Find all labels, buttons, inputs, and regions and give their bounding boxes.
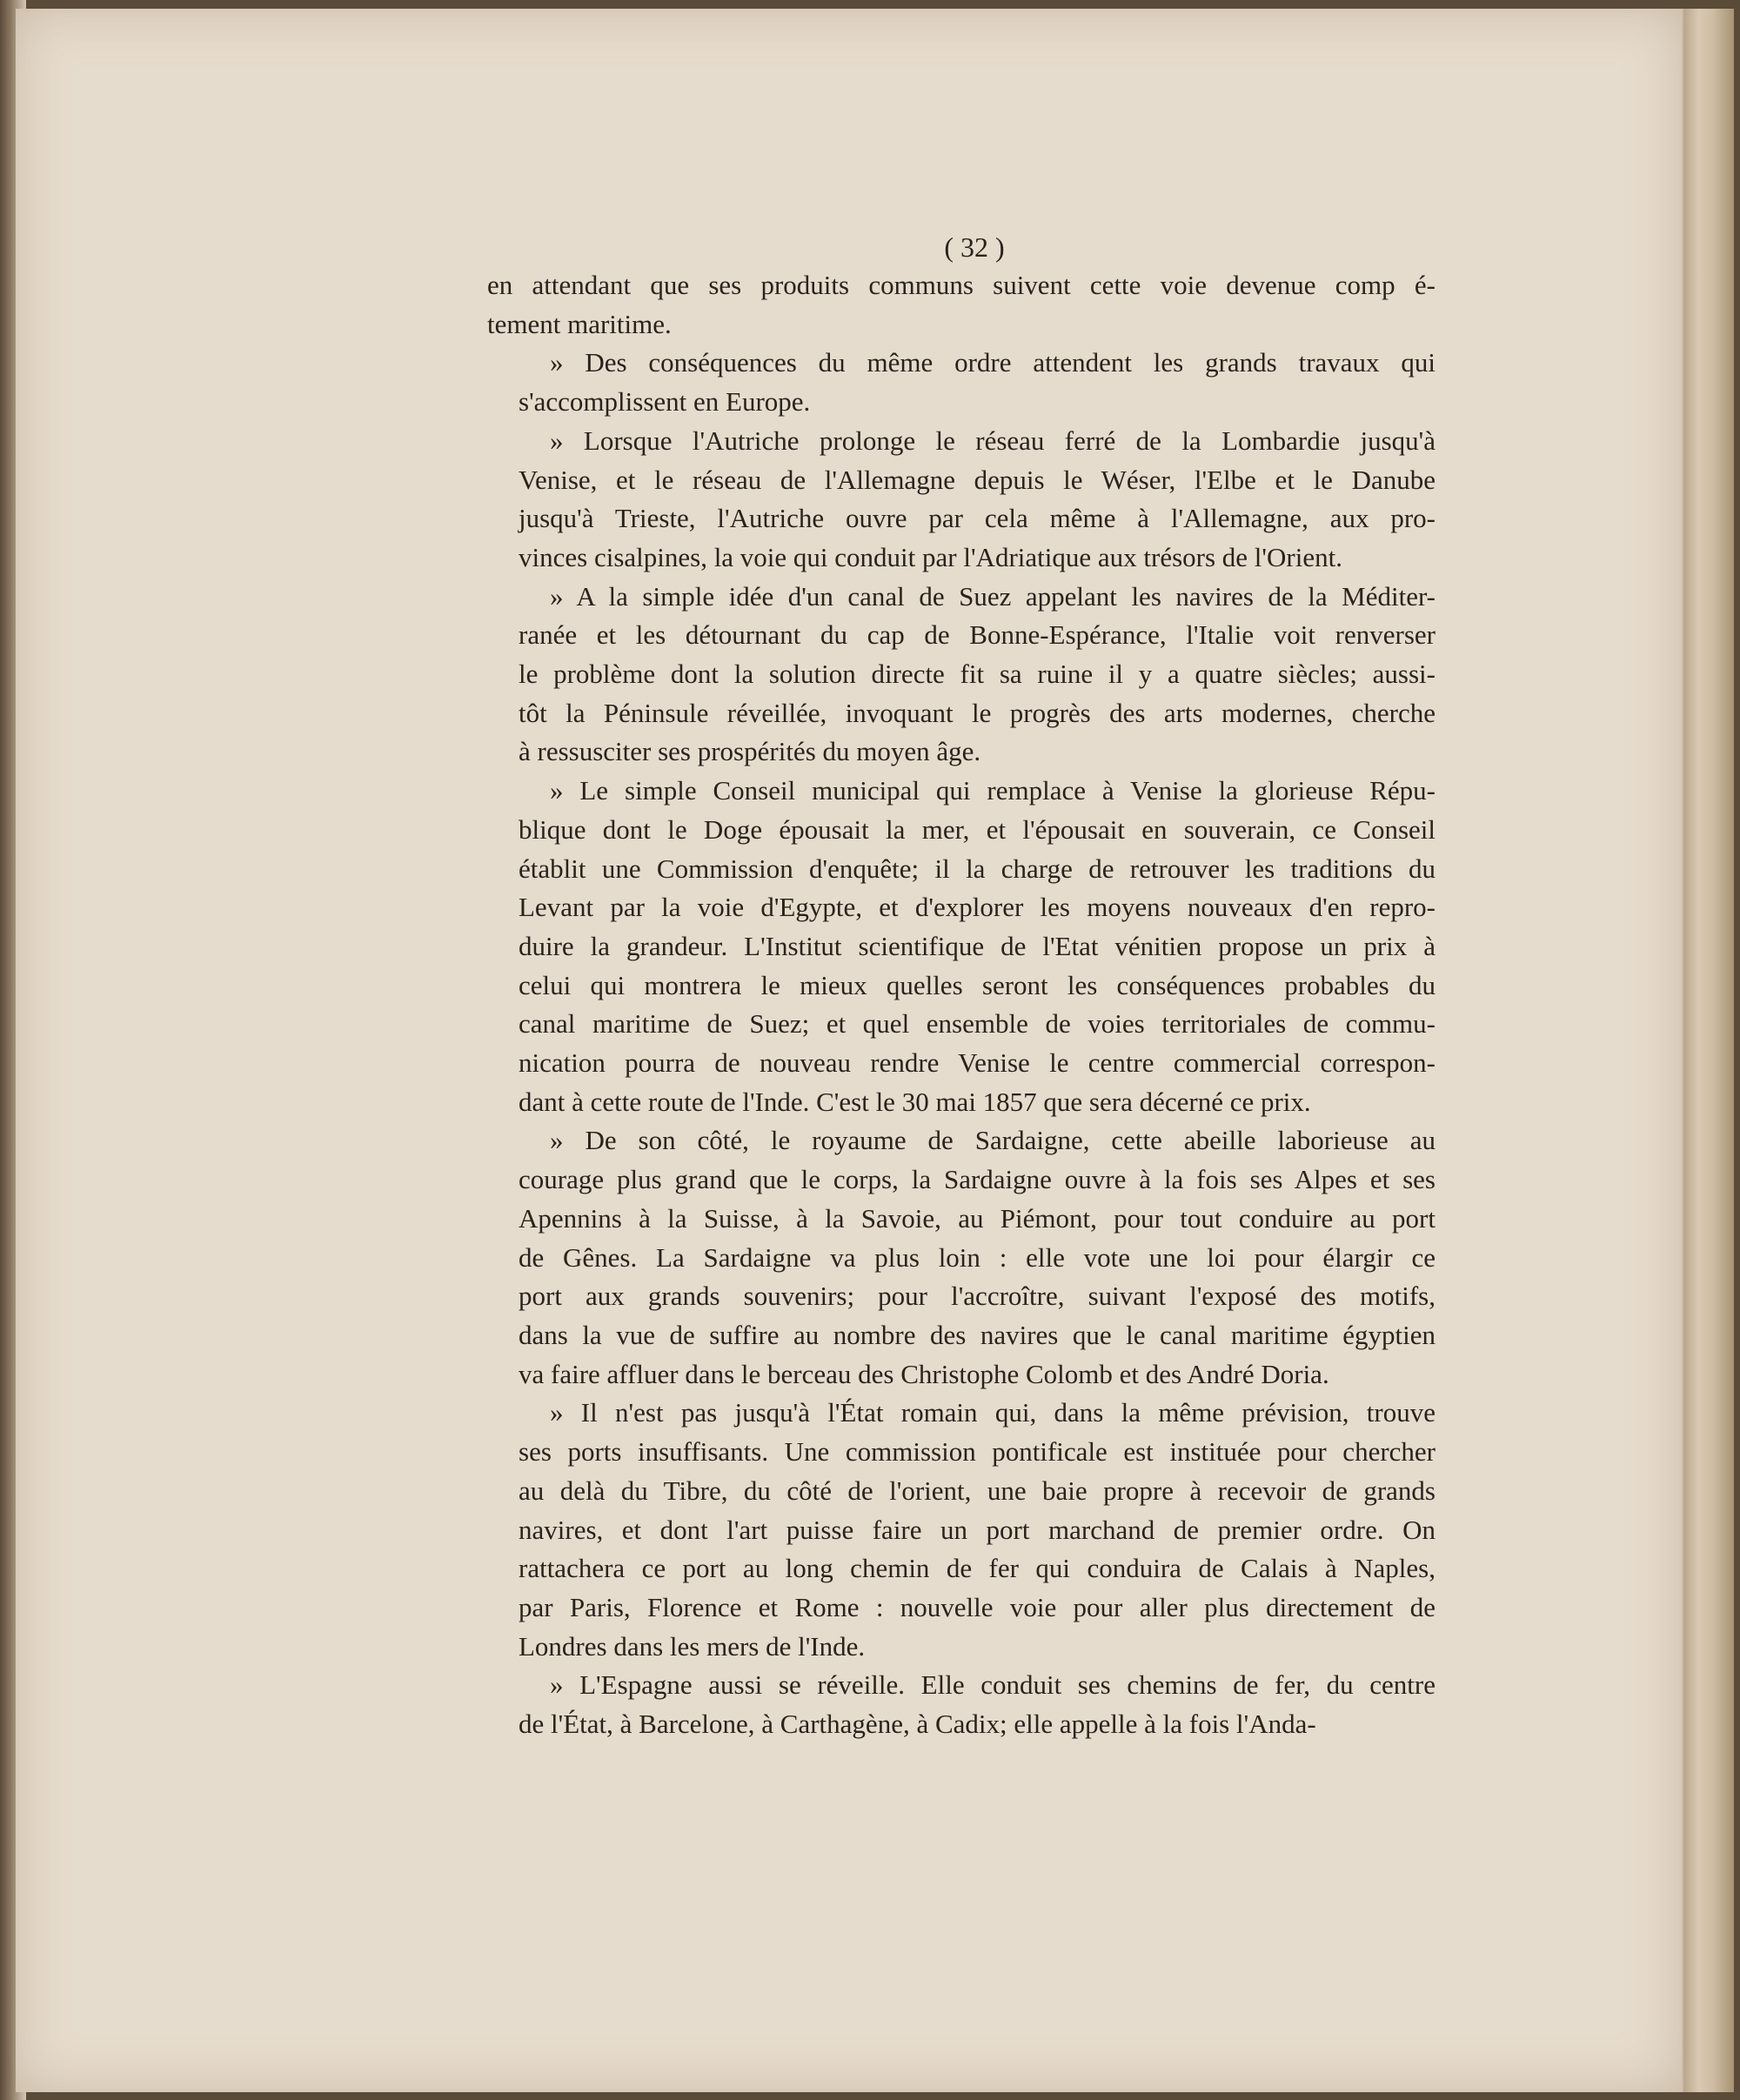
page-stack-edge bbox=[1683, 9, 1734, 2092]
text-line: jusqu'à Trieste, l'Autriche ouvre par cela même à l'Allemagne, aux pro- bbox=[519, 503, 1436, 534]
text-line: en attendant que ses produits communs suivent cette voie devenue comp é- bbox=[487, 270, 1436, 300]
text-line: » Des conséquences du même ordre attendent les grands travaux qui bbox=[550, 347, 1436, 378]
paragraph bbox=[487, 344, 1436, 421]
text-line: tôt la Péninsule réveillée, invoquant le progrès des arts modernes, cherche bbox=[519, 697, 1436, 728]
text-line: courage plus grand que le corps, la Sardaigne ouvre à la fois ses Alpes et ses bbox=[519, 1164, 1436, 1195]
text-line: par Paris, Florence et Rome : nouvelle voie pour aller plus directement de bbox=[519, 1591, 1436, 1622]
paragraph bbox=[487, 578, 1436, 772]
text-line: de Gênes. La Sardaigne va plus loin : elle vote une loi pour élargir ce bbox=[519, 1241, 1436, 1273]
text-line: duire la grandeur. L'Institut scientifique de l'Etat vénitien propose un prix à bbox=[519, 930, 1436, 961]
body-text bbox=[487, 228, 1436, 1744]
text-line: Apennins à la Suisse, à la Savoie, au Piémont, pour tout conduire au port bbox=[519, 1202, 1436, 1234]
paragraph bbox=[487, 1394, 1436, 1666]
text-line: » De son côté, le royaume de Sardaigne, cette abeille laborieuse au bbox=[550, 1125, 1436, 1156]
text-line: vinces cisalpines, la voie qui conduit par l'Adriatique aux trésors de l'Orient. bbox=[519, 541, 1342, 572]
page-number: ( 32 ) bbox=[944, 231, 1005, 263]
text-line: nication pourra de nouveau rendre Venise le centre commercial correspon- bbox=[519, 1047, 1436, 1079]
text-line: le problème dont la solution directe fit sa ruine il y a quatre siècles; aussi- bbox=[519, 659, 1436, 690]
text-line: » Il n'est pas jusqu'à l'État romain qui, dans la même prévision, trouve bbox=[550, 1397, 1436, 1428]
text-line: au delà du Tibre, du côté de l'orient, une baie propre à recevoir de grands bbox=[519, 1475, 1436, 1506]
text-line: de l'État, à Barcelone, à Carthagène, à Cadix; elle appelle à la fois l'Anda- bbox=[519, 1709, 1316, 1740]
text-line: » Le simple Conseil municipal qui remplace à Venise la glorieuse Répu- bbox=[550, 775, 1436, 806]
text-line: va faire affluer dans le berceau des Christophe Colomb et des André Doria. bbox=[519, 1358, 1329, 1389]
text-line: » Lorsque l'Autriche prolonge le réseau ferré de la Lombardie jusqu'à bbox=[550, 425, 1436, 456]
text-line: à ressusciter ses prospérités du moyen âge. bbox=[519, 736, 981, 767]
text-line: Londres dans les mers de l'Inde. bbox=[519, 1630, 866, 1662]
text-line: tement maritime. bbox=[487, 308, 672, 339]
text-line: canal maritime de Suez; et quel ensemble de voies territoriales de commu- bbox=[519, 1008, 1436, 1040]
text-line: dant à cette route de l'Inde. C'est le 30 mai 1857 que sera décerné ce prix. bbox=[519, 1086, 1311, 1117]
text-line: Levant par la voie d'Egypte, et d'explorer les moyens nouveaux d'en repro- bbox=[519, 892, 1436, 923]
text-line: établit une Commission d'enquête; il la charge de retrouver les traditions du bbox=[519, 853, 1436, 884]
paragraph bbox=[487, 1121, 1436, 1394]
paragraph bbox=[487, 772, 1436, 1121]
text-line: ses ports insuffisants. Une commission pontificale est instituée pour chercher bbox=[519, 1436, 1436, 1468]
text-line: navires, et dont l'art puisse faire un port marchand de premier ordre. On bbox=[519, 1514, 1436, 1545]
text-line: port aux grands souvenirs; pour l'accroître, suivant l'exposé des motifs, bbox=[519, 1281, 1436, 1312]
paragraphs bbox=[487, 266, 1436, 1744]
text-line: s'accomplissent en Europe. bbox=[519, 386, 811, 418]
text-line: » A la simple idée d'un canal de Suez appelant les navires de la Méditer- bbox=[550, 580, 1436, 612]
text-line: ranée et les détournant du cap de Bonne-Espérance, l'Italie voit renverser bbox=[519, 619, 1436, 651]
text-line: » L'Espagne aussi se réveille. Elle conduit ses chemins de fer, du centre bbox=[550, 1669, 1436, 1701]
text-line: Venise, et le réseau de l'Allemagne depuis le Wéser, l'Elbe et le Danube bbox=[519, 464, 1436, 495]
text-line: celui qui montrera le mieux quelles seront les conséquences probables du bbox=[519, 969, 1436, 1000]
text-line: rattachera ce port au long chemin de fer qui conduira de Calais à Naples, bbox=[519, 1553, 1436, 1584]
text-line: blique dont le Doge épousait la mer, et l'épousait en souverain, ce Conseil bbox=[519, 813, 1436, 845]
text-line: dans la vue de suffire au nombre des navires que le canal maritime égyptien bbox=[519, 1319, 1436, 1350]
paragraph bbox=[487, 422, 1436, 578]
paragraph bbox=[487, 266, 1436, 344]
paragraph bbox=[487, 1666, 1436, 1743]
